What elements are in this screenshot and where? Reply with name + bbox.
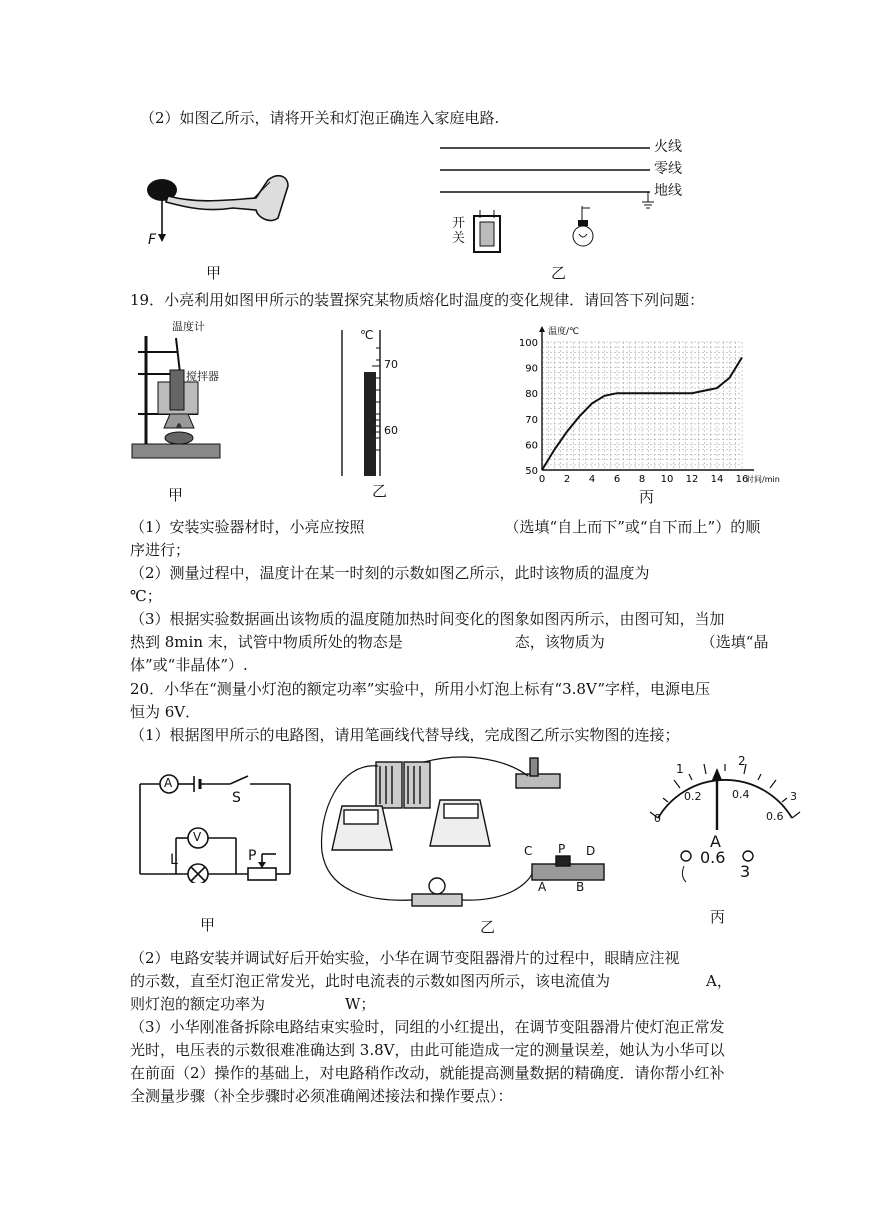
q19-p1 [130, 517, 760, 537]
terminal-0-6: 0.6 [700, 848, 726, 867]
q19-p3-b2: 态，该物质为 [514, 633, 605, 651]
caption-18a: 甲 [206, 264, 222, 282]
caption-19a: 甲 [168, 486, 184, 504]
dial-2: 2 [738, 754, 746, 768]
q20-stem-b: 恒为 6V． [130, 703, 201, 721]
ammeter-label: A [164, 776, 173, 790]
q19-p1-a: （1）安装实验器材时，小亮应按照 [130, 518, 365, 536]
x-tick-label: 12 [685, 474, 699, 485]
q20-p3-b: 光时，电压表的示数很难准确达到 3.8V，由此可能造成一定的测量误差，她认为小华可以 [130, 1041, 725, 1059]
dial-1: 1 [676, 762, 684, 776]
neutral-wire-label: 零线 [654, 161, 682, 177]
tick-60: 60 [384, 424, 398, 437]
dial-0-2: 0.2 [684, 790, 702, 803]
q19-p1-b: （选填“自上而下”或“自下而上”）的顺 [504, 518, 761, 536]
q20-p3-d: 全测量步骤（补全步骤时必须准确阐述接法和操作要点）： [130, 1087, 513, 1105]
x-tick-label: 4 [588, 474, 596, 485]
dial-3: 3 [790, 790, 797, 803]
q19-p1-c: 序进行； [130, 541, 191, 559]
ammeter-unit: A [710, 832, 721, 851]
dial-0: 0 [654, 812, 661, 825]
q20-p2-b1: 的示数，直至灯泡正常发光，此时电流表的示数如图丙所示，该电流值为 [130, 972, 611, 990]
q20-p2-c2: W； [345, 995, 376, 1013]
thermometer-label: 温度计 [172, 320, 205, 333]
q19-p3-b1: 热到 8min 末，试管中物质所处的物态是 [130, 633, 403, 651]
ammeter-dial-figure [640, 752, 810, 902]
x-tick-label: 8 [638, 474, 646, 485]
q20-p1: （1）根据图甲所示的电路图，请用笔画线代替导线，完成图乙所示实物图的连接； [130, 726, 680, 744]
caption-19b: 乙 [372, 482, 388, 500]
y-tick-label: 90 [525, 363, 538, 375]
y-tick-label: 100 [518, 338, 538, 349]
stirrer-label: 搅拌器 [186, 370, 219, 383]
q19-p3-a: （3）根据实验数据画出该物质的温度随加热时间变化的图象如图丙所示，由图可知，当加 [130, 610, 725, 628]
q20-p2-b [130, 971, 732, 991]
terminal-p: P [558, 842, 566, 856]
y-axis-arrow [539, 326, 545, 332]
switch-label: 开关 [452, 216, 466, 246]
arm-figure [138, 168, 298, 253]
q19-p3-b3: （选填“晶 [700, 633, 769, 651]
caption-20b: 乙 [480, 918, 496, 936]
melting-apparatus-figure [128, 318, 238, 468]
q19-p3-c: 体”或“非晶体”）. [130, 656, 248, 674]
dial-0-6: 0.6 [766, 810, 784, 823]
y-axis-label: 温度/℃ [548, 327, 580, 337]
live-wire-label: 火线 [654, 139, 682, 155]
q20-p2-c1: 则灯泡的额定功率为 [130, 995, 266, 1013]
q19-stem: 19．小亮利用如图甲所示的装置探究某物质熔化时温度的变化规律．请回答下列问题： [130, 291, 705, 309]
x-axis-label: 时间/min [746, 475, 780, 484]
y-tick-label: 60 [525, 440, 538, 452]
q19-p2-a: （2）测量过程中，温度计在某一时刻的示数如图乙所示，此时该物质的温度为 [130, 564, 650, 582]
physical-circuit-figure [320, 752, 610, 922]
slider-label: P [248, 848, 257, 864]
caption-20c: 丙 [710, 908, 726, 926]
q19-p3-b [130, 632, 768, 652]
force-label: F [148, 232, 157, 248]
terminal-3: 3 [740, 862, 751, 881]
x-tick-label: 16 [735, 474, 749, 485]
voltmeter-label: V [193, 830, 202, 844]
terminal-c: C [524, 844, 533, 858]
x-tick-label: 2 [563, 474, 571, 485]
household-circuit-figure [440, 140, 700, 260]
y-tick-label: 70 [525, 414, 538, 426]
q18-part2: （2）如图乙所示，请将开关和灯泡正确连入家庭电路. [140, 109, 500, 127]
x-tick-label: 0 [538, 474, 546, 485]
q20-p2-b2: A， [706, 972, 732, 990]
terminal-d: D [586, 844, 596, 858]
x-tick-label: 14 [710, 474, 724, 485]
caption-20a: 甲 [200, 916, 216, 934]
circuit-diagram-figure [136, 768, 296, 883]
x-tick-label: 10 [660, 474, 674, 485]
terminal-a: A [538, 880, 547, 894]
y-tick-label: 80 [525, 389, 538, 401]
lamp-label: L [170, 852, 178, 868]
tick-70: 70 [384, 358, 398, 371]
y-tick-label: 50 [525, 466, 538, 477]
q20-p2-a1: （2）电路安装并调试好后开始实验，小华在调节变阻器滑片的过程中，眼睛应注视 [130, 949, 680, 967]
q20-stem-a: 20．小华在“测量小灯泡的额定功率”实验中，所用小灯泡上标有“3.8V”字样，电源电压 [130, 680, 711, 698]
q19-p2-b: ℃； [130, 587, 162, 605]
thermometer-reading-figure [334, 328, 414, 478]
ground-wire-label: 地线 [654, 183, 682, 199]
q20-p2-c [130, 994, 375, 1014]
dial-0-4: 0.4 [732, 788, 750, 801]
thermometer-unit: ℃ [360, 328, 374, 342]
temperature-time-chart [510, 320, 800, 510]
x-tick-label: 6 [613, 474, 621, 485]
q20-p3-c: 在前面（2）操作的基础上，对电路稍作改动，就能提高测量数据的精确度．请你帮小红补 [130, 1064, 725, 1082]
switch-label-s: S [232, 790, 241, 806]
caption-18b: 乙 [551, 264, 567, 282]
q20-p3-a: （3）小华刚准备拆除电路结束实验时，同组的小红提出，在调节变阻器滑片使灯泡正常发 [130, 1018, 725, 1036]
terminal-b: B [576, 880, 585, 894]
caption-19c: 丙 [639, 488, 655, 506]
